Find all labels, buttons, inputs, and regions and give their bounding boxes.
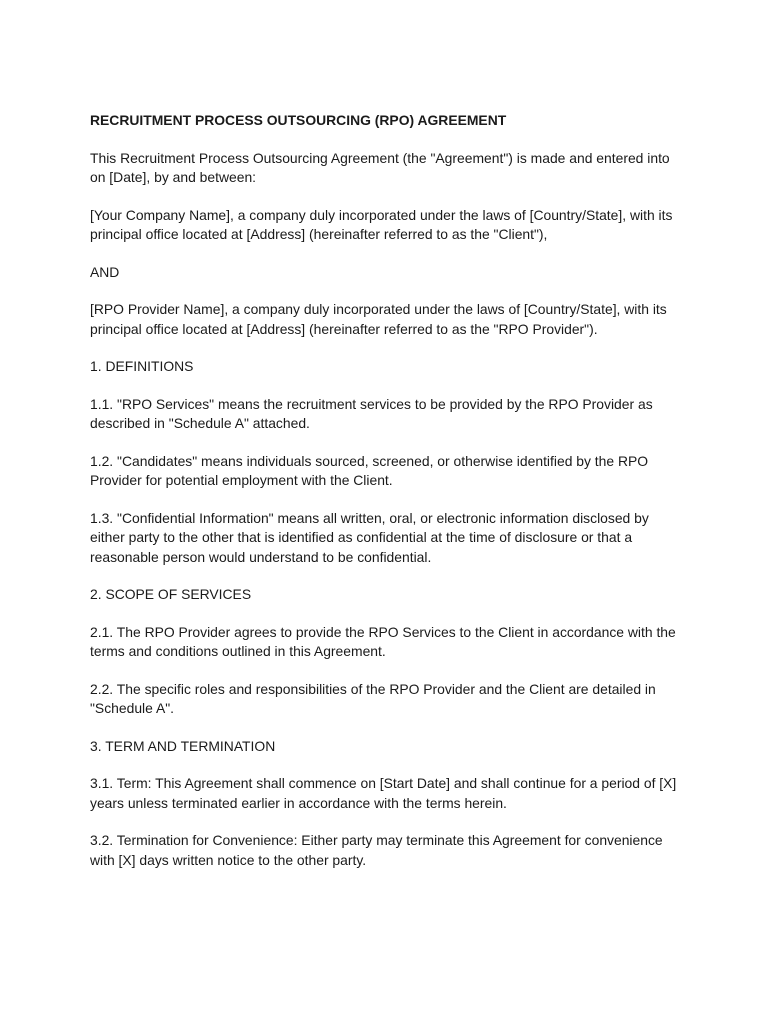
section-heading-term: 3. TERM AND TERMINATION <box>90 737 276 754</box>
and-separator: AND <box>90 263 120 280</box>
party-client-paragraph: [Your Company Name], a company duly incorporated under the laws of [Country/State], with its principal office located at [Address] (hereinafter referred to as the "Client"), <box>90 206 673 242</box>
party-provider-paragraph: [RPO Provider Name], a company duly incorporated under the laws of [Country/State], with its principal office located at [Address] (hereinafter referred to as the "RPO Provider"). <box>90 301 667 337</box>
section-heading-definitions: 1. DEFINITIONS <box>90 358 194 374</box>
clause-1-1: 1.1. "RPO Services" means the recruitment services to be provided by the RPO Provider as described in "Schedule A" attached. <box>90 395 653 431</box>
clause-1-3: 1.3. "Confidential Information" means all written, oral, or electronic information disclosed by either party to the other that is identified as confidential at the time of disclosure or that a reasonable person would understand to be confidential. <box>90 509 649 565</box>
document-body <box>90 111 680 888</box>
clause-1-2: 1.2. "Candidates" means individuals sourced, screened, or otherwise identified by the RPO Provider for potential employment with the Client. <box>90 452 649 488</box>
document-title: RECRUITMENT PROCESS OUTSOURCING (RPO) AGREEMENT <box>90 112 507 128</box>
clause-3-2: 3.2. Termination for Convenience: Either party may terminate this Agreement for convenience with [X] days written notice to the other party. <box>90 832 663 868</box>
clause-2-1: 2.1. The RPO Provider agrees to provide the RPO Services to the Client in accordance with the terms and conditions outlined in this Agreement. <box>90 623 676 659</box>
clause-3-1: 3.1. Term: This Agreement shall commence on [Start Date] and shall continue for a period of [X] years unless terminated earlier in accordance with the terms herein. <box>90 775 677 811</box>
section-heading-scope: 2. SCOPE OF SERVICES <box>90 586 252 602</box>
intro-paragraph: This Recruitment Process Outsourcing Agreement (the "Agreement") is made and entered into on [Date], by and between: <box>90 149 670 185</box>
clause-2-2: 2.2. The specific roles and responsibilities of the RPO Provider and the Client are detailed in "Schedule A". <box>90 680 656 716</box>
